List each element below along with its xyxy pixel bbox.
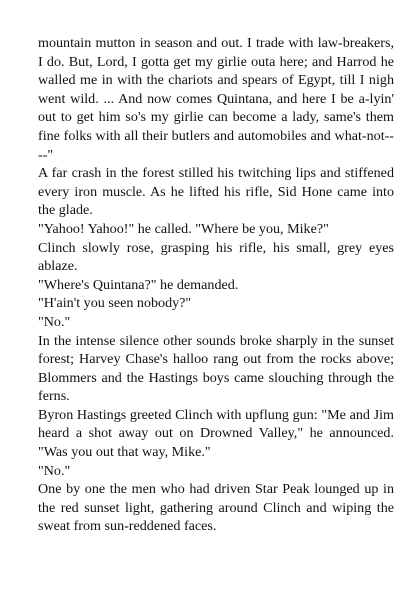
paragraph-far-crash: A far crash in the forest stilled his twitching lips and stiffened every iron muscle. As he lifted his rifle, Sid Hone came into the glade. xyxy=(38,165,394,219)
paragraph-mountain-mutton: mountain mutton in season and out. I trade with law-breakers, I do. But, Lord, I gotta get my girlie outa here; and Harrod he walled me in with the chariots and spears of Egypt, till I nigh went wild. ... And now comes Quintana, and here I be a-lyin' out to get him so's my girlie can become a lady, same's them fine folks with all their butlers and automobiles and what-not----" xyxy=(38,35,394,163)
paragraph-where-quintana: "Where's Quintana?" he demanded. xyxy=(38,276,239,293)
paragraph-one-by-one: One by one the men who had driven Star Peak lounged up in the red sunset light, gathering around Clinch and wiping the sweat from sun-reddened faces. xyxy=(38,481,394,535)
paragraph-no-1: "No." xyxy=(38,313,71,330)
paragraph-no-2: "No." xyxy=(38,462,71,479)
paragraph-intense-silence: In the intense silence other sounds broke sharply in the sunset forest; Harvey Chase's halloo rang out from the rocks above; Blommers and the Hastings boys came slouching through the ferns. xyxy=(38,332,394,405)
paragraph-seen-nobody: "H'ain't you seen nobody?" xyxy=(38,295,192,312)
paragraph-clinch-rose: Clinch slowly rose, grasping his rifle, his small, grey eyes ablaze. xyxy=(38,239,394,275)
paragraph-byron-hastings: Byron Hastings greeted Clinch with upflung gun: "Me and Jim heard a shot away out on Drowned Valley," he announced. "Was you out that way, Mike." xyxy=(38,406,394,461)
book-page xyxy=(38,34,394,536)
paragraph-yahoo: "Yahoo! Yahoo!" he called. "Where be you, Mike?" xyxy=(38,220,329,237)
